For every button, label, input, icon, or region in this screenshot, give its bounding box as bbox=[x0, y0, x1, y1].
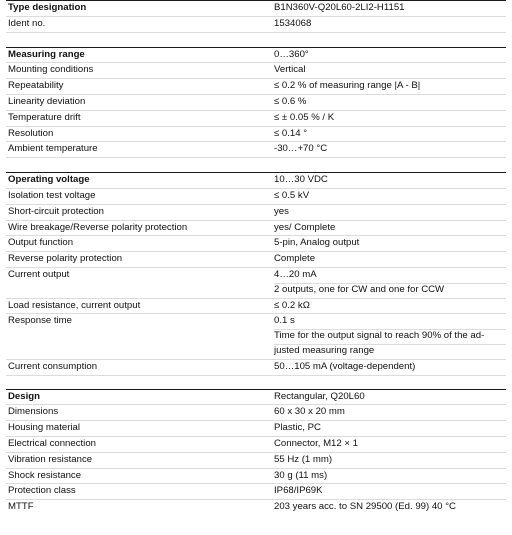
value-line: 30 g (11 ms) bbox=[274, 469, 328, 481]
row-current-output bbox=[6, 268, 506, 299]
value-line: 4…20 mA bbox=[274, 268, 506, 284]
row-value bbox=[274, 469, 506, 484]
row-label: Load resistance, current output bbox=[8, 299, 141, 311]
row-value bbox=[274, 1, 506, 16]
row-label: Vibration resistance bbox=[8, 453, 93, 465]
row-measuring-range bbox=[6, 48, 506, 64]
row-label: Ident no. bbox=[8, 17, 46, 29]
row-value bbox=[274, 268, 506, 298]
row-value bbox=[274, 79, 506, 94]
row-label: Design bbox=[8, 390, 40, 402]
row-value bbox=[274, 189, 506, 204]
row-wire-breakage-protection bbox=[6, 221, 506, 237]
section-spacer bbox=[6, 33, 506, 47]
row-short-circuit-protection bbox=[6, 205, 506, 221]
value-line: Complete bbox=[274, 253, 316, 265]
row-label: Response time bbox=[8, 315, 72, 327]
row-value bbox=[274, 390, 506, 405]
value-line: 60 x 30 x 20 mm bbox=[274, 406, 345, 418]
value-line: ≤ 0.6 % bbox=[274, 95, 307, 107]
row-value bbox=[274, 205, 506, 220]
row-current-consumption bbox=[6, 360, 506, 376]
value-line: 203 years acc. to SN 29500 (Ed. 99) 40 °C bbox=[274, 501, 456, 513]
value-line: 0.1 s bbox=[274, 314, 506, 330]
row-value bbox=[274, 173, 506, 188]
row-label: Short-circuit protection bbox=[8, 205, 104, 217]
value-line: 2 outputs, one for CW and one for CCW bbox=[274, 283, 445, 295]
row-label: Reverse polarity protection bbox=[8, 253, 123, 265]
row-label: Current output bbox=[8, 268, 70, 280]
row-label: Current consumption bbox=[8, 360, 98, 372]
value-line: Connector, M12 × 1 bbox=[274, 437, 358, 449]
section-spacer bbox=[6, 376, 506, 389]
row-label: Dimensions bbox=[8, 406, 59, 418]
row-output-function bbox=[6, 236, 506, 252]
row-label: Protection class bbox=[8, 485, 76, 497]
value-line: IP68/IP69K bbox=[274, 485, 323, 497]
row-repeatability bbox=[6, 79, 506, 95]
section-mechanical bbox=[6, 389, 506, 515]
value-line: Time for the output signal to reach 90% of the ad- bbox=[274, 329, 506, 345]
row-isolation-test-voltage bbox=[6, 189, 506, 205]
row-electrical-connection bbox=[6, 437, 506, 453]
row-value bbox=[274, 484, 506, 499]
row-ambient-temperature bbox=[6, 142, 506, 158]
row-value bbox=[274, 405, 506, 420]
row-type-designation bbox=[6, 1, 506, 17]
row-load-resistance bbox=[6, 299, 506, 315]
row-label: Ambient temperature bbox=[8, 143, 98, 155]
row-label: Isolation test voltage bbox=[8, 189, 96, 201]
row-label: Shock resistance bbox=[8, 469, 82, 481]
row-value bbox=[274, 221, 506, 236]
row-temperature-drift bbox=[6, 111, 506, 127]
row-label: Output function bbox=[8, 237, 74, 249]
row-label: Operating voltage bbox=[8, 174, 90, 186]
value-line: Rectangular, Q20L60 bbox=[274, 390, 365, 402]
row-value bbox=[274, 299, 506, 314]
value-line: B1N360V-Q20L60-2LI2-H1151 bbox=[274, 2, 405, 13]
value-line: 50…105 mA (voltage-dependent) bbox=[274, 360, 416, 372]
value-line: ≤ 0.5 kV bbox=[274, 189, 310, 201]
row-label: Housing material bbox=[8, 422, 80, 434]
row-label: Type designation bbox=[8, 2, 87, 13]
value-line: 55 Hz (1 mm) bbox=[274, 453, 333, 465]
row-mounting-conditions bbox=[6, 63, 506, 79]
value-line: ≤ 0.2 % of measuring range |A - B| bbox=[274, 80, 421, 92]
row-value bbox=[274, 48, 506, 63]
section-measuring bbox=[6, 47, 506, 159]
row-label: MTTF bbox=[8, 501, 34, 513]
row-operating-voltage bbox=[6, 173, 506, 189]
row-label: Mounting conditions bbox=[8, 64, 94, 76]
value-line: Vertical bbox=[274, 64, 306, 76]
row-response-time bbox=[6, 314, 506, 359]
value-line: Plastic, PC bbox=[274, 422, 321, 434]
row-reverse-polarity-protection bbox=[6, 252, 506, 268]
row-value bbox=[274, 236, 506, 251]
row-label: Repeatability bbox=[8, 80, 64, 92]
datasheet-table bbox=[6, 0, 506, 515]
row-value bbox=[274, 437, 506, 452]
row-value bbox=[274, 111, 506, 126]
row-label: Electrical connection bbox=[8, 437, 96, 449]
value-line: 10…30 VDC bbox=[274, 174, 328, 186]
row-value bbox=[274, 500, 506, 515]
value-line: yes bbox=[274, 205, 289, 217]
row-value bbox=[274, 17, 506, 32]
row-protection-class bbox=[6, 484, 506, 500]
row-label: Resolution bbox=[8, 127, 54, 139]
row-value bbox=[274, 453, 506, 468]
value-line: yes/ Complete bbox=[274, 221, 336, 233]
value-line: 1534068 bbox=[274, 17, 312, 29]
value-line: 5-pin, Analog output bbox=[274, 237, 360, 249]
row-label: Measuring range bbox=[8, 48, 85, 60]
value-line: -30…+70 °C bbox=[274, 143, 328, 155]
section-electrical bbox=[6, 172, 506, 375]
row-design bbox=[6, 390, 506, 406]
row-housing-material bbox=[6, 421, 506, 437]
row-dimensions bbox=[6, 405, 506, 421]
row-label: Temperature drift bbox=[8, 111, 81, 123]
row-label: Wire breakage/Reverse polarity protection bbox=[8, 221, 188, 233]
row-mttf bbox=[6, 500, 506, 515]
row-label: Linearity deviation bbox=[8, 95, 86, 107]
row-value bbox=[274, 314, 506, 358]
value-line: ≤ 0.14 ° bbox=[274, 127, 308, 139]
row-resolution bbox=[6, 127, 506, 143]
row-value bbox=[274, 360, 506, 375]
value-line: ≤ 0.2 kΩ bbox=[274, 299, 310, 311]
value-line: justed measuring range bbox=[274, 344, 375, 356]
row-shock-resistance bbox=[6, 469, 506, 485]
row-value bbox=[274, 252, 506, 267]
row-ident-no bbox=[6, 17, 506, 33]
value-line: 0…360° bbox=[274, 48, 309, 60]
row-value bbox=[274, 421, 506, 436]
row-value bbox=[274, 95, 506, 110]
row-vibration-resistance bbox=[6, 453, 506, 469]
section-spacer bbox=[6, 158, 506, 172]
row-value bbox=[274, 142, 506, 157]
section-type bbox=[6, 0, 506, 33]
row-value bbox=[274, 127, 506, 142]
row-linearity-deviation bbox=[6, 95, 506, 111]
row-value bbox=[274, 63, 506, 78]
value-line: ≤ ± 0.05 % / K bbox=[274, 111, 335, 123]
